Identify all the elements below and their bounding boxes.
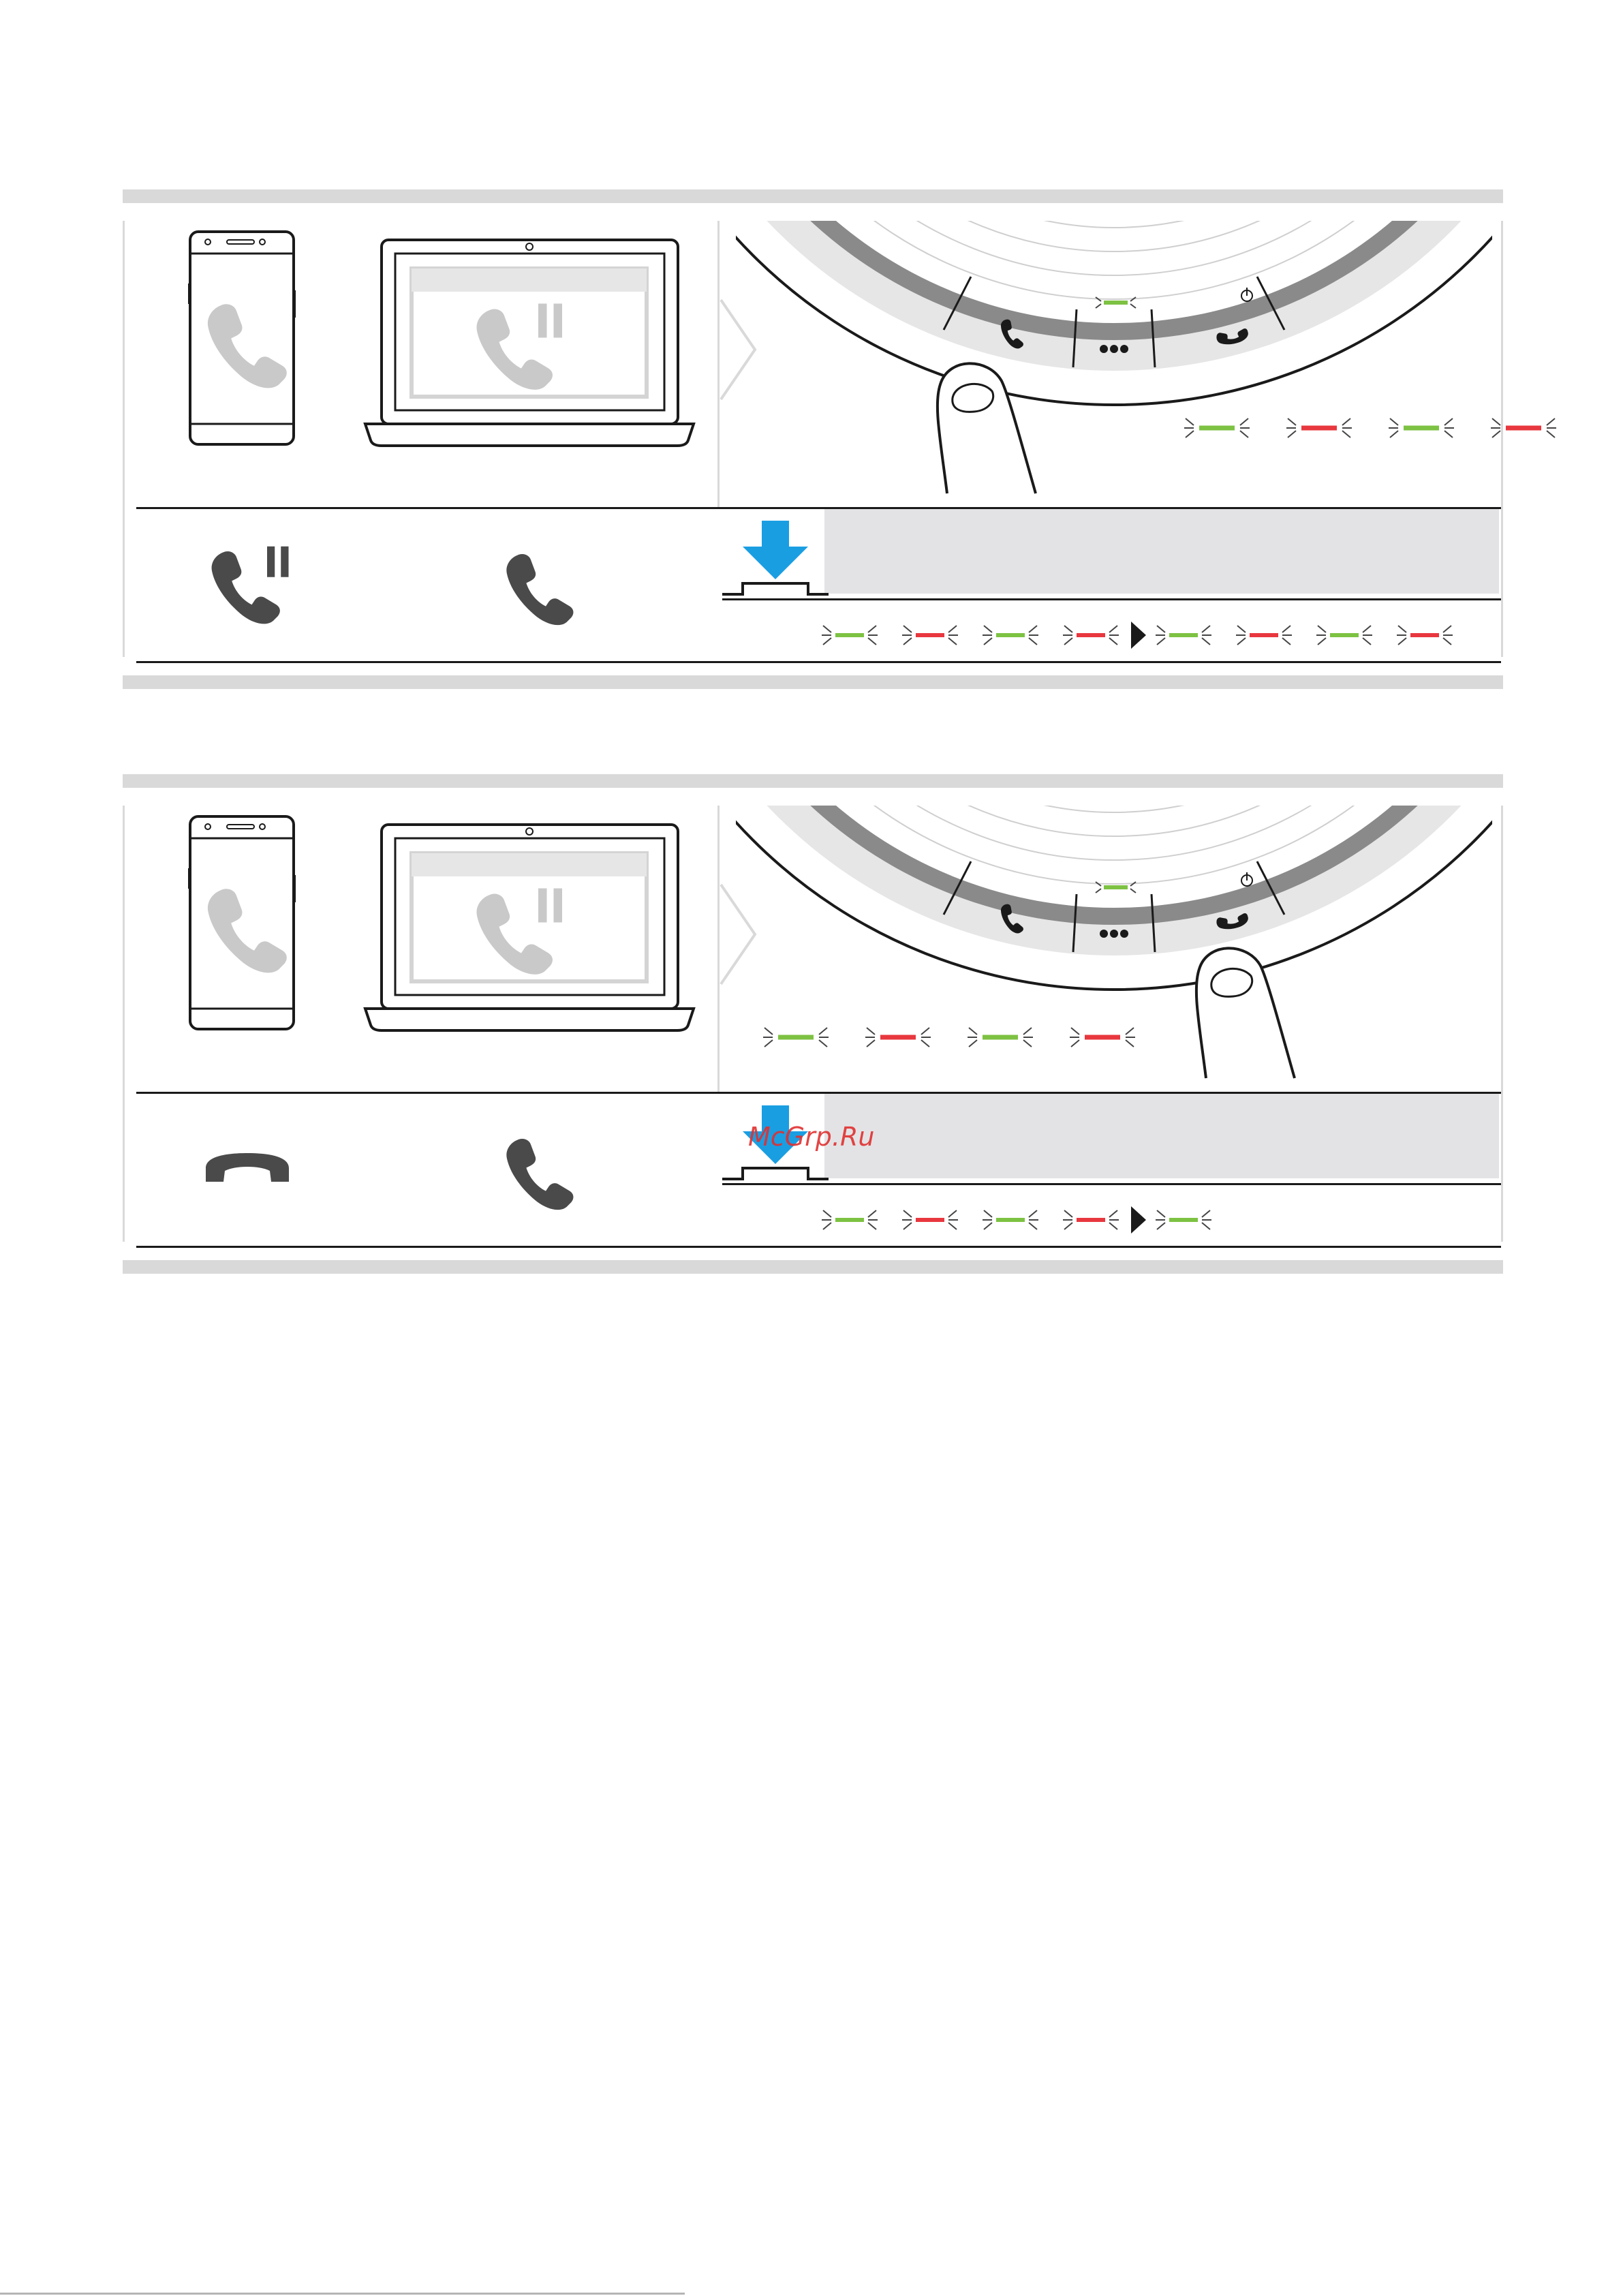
device-led-sequence <box>764 1024 1180 1051</box>
row-separator-bottom <box>136 1246 1501 1248</box>
panel-bottom-border <box>123 675 1503 689</box>
action-description-band <box>824 509 1499 594</box>
phone-hold-icon <box>470 887 572 975</box>
step-panel-1 <box>123 189 1503 714</box>
panel-top-border <box>123 189 1503 203</box>
panel-left-border <box>123 806 125 1242</box>
phone-hold-icon <box>206 544 298 626</box>
row-led-sequence <box>823 1205 1232 1235</box>
action-underline <box>722 1183 1501 1185</box>
speakerphone-illustration <box>736 221 1492 493</box>
watermark: McGrp.Ru <box>748 1122 875 1152</box>
panel-left-border <box>123 221 125 657</box>
row-separator-bottom <box>136 661 1501 663</box>
step-panel-2 <box>123 774 1503 1299</box>
row-led-sequence <box>823 620 1498 650</box>
phone-icon <box>501 549 576 624</box>
press-arrow-icon <box>722 521 831 602</box>
phone-hold-icon <box>470 302 572 391</box>
page-footer-line <box>0 2293 685 2295</box>
phone-icon <box>201 883 290 972</box>
device-led-sequence <box>1186 414 1601 442</box>
action-underline <box>722 598 1501 600</box>
panel-bottom-border <box>123 1260 1503 1274</box>
phone-icon <box>201 299 290 387</box>
phone-icon <box>501 1134 576 1209</box>
panel-right-border <box>1501 806 1503 1242</box>
hang-up-icon <box>203 1150 292 1184</box>
panel-top-border <box>123 774 1503 788</box>
action-description-band <box>824 1094 1499 1178</box>
